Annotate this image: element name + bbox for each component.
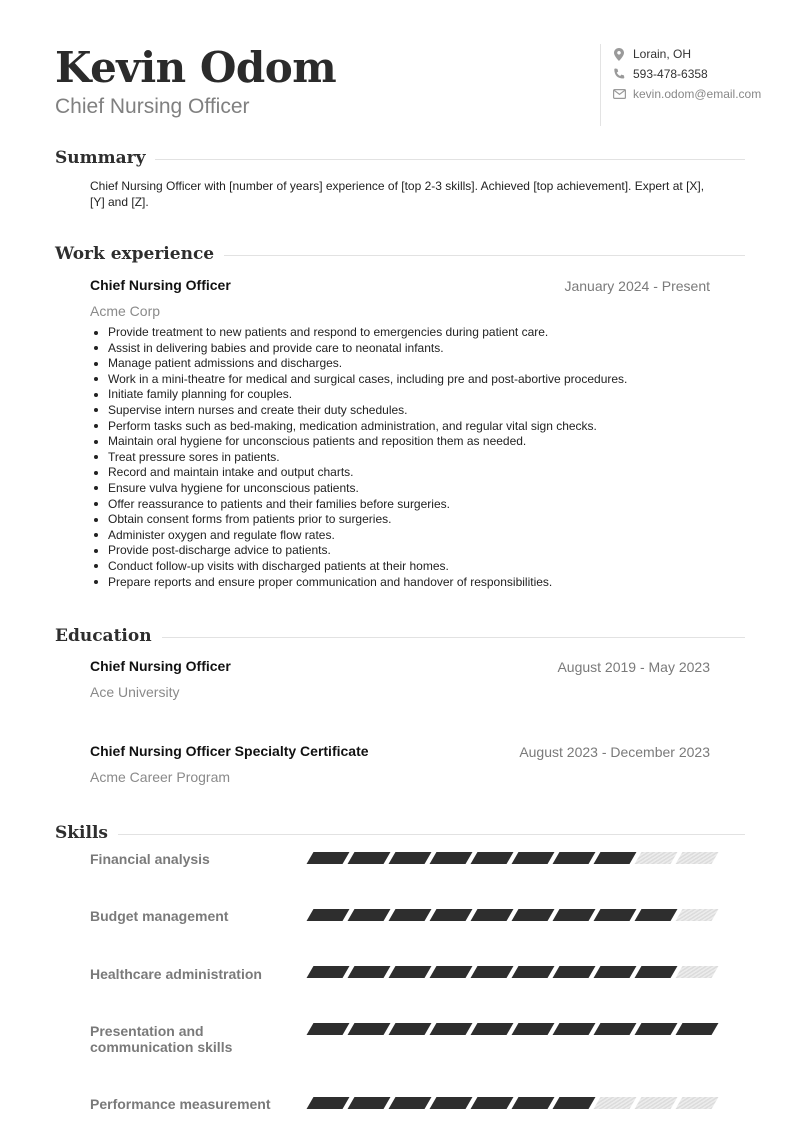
skill-segment-filled <box>553 966 596 978</box>
education-school: Ace University <box>90 684 180 700</box>
skill-segment-filled <box>348 1097 391 1109</box>
skill-segment-empty <box>635 1097 678 1109</box>
skill-segment-filled <box>471 966 514 978</box>
candidate-name: Kevin Odom <box>55 43 337 92</box>
section-title-education: Education <box>55 625 162 647</box>
skill-segment-filled <box>348 966 391 978</box>
skill-segment-filled <box>471 1097 514 1109</box>
skill-segment-filled <box>553 852 596 864</box>
education-degree: Chief Nursing Officer <box>90 658 231 674</box>
skill-segment-filled <box>348 852 391 864</box>
work-company: Acme Corp <box>90 303 161 319</box>
section-divider <box>55 159 745 160</box>
skill-segment-empty <box>676 909 719 921</box>
candidate-title: Chief Nursing Officer <box>55 95 250 118</box>
skill-segment-filled <box>512 852 555 864</box>
skill-segment-filled <box>553 1097 596 1109</box>
skill-segment-filled <box>389 1097 432 1109</box>
skill-segment-filled <box>553 1023 596 1035</box>
skill-segment-filled <box>389 1023 432 1035</box>
list-item: Perform tasks such as bed-making, medication administration, and regular vital sign checks. <box>90 419 720 435</box>
skill-segment-filled <box>389 966 432 978</box>
skill-segment-filled <box>307 909 350 921</box>
skill-name: Healthcare administration <box>90 966 262 982</box>
skill-name: Presentation and communication skills <box>90 1023 233 1055</box>
contact-block <box>600 44 780 126</box>
skill-segment-filled <box>512 1023 555 1035</box>
skill-segment-empty <box>676 1097 719 1109</box>
section-title-work: Work experience <box>55 243 224 265</box>
skill-level-bar <box>306 852 716 864</box>
list-item: Assist in delivering babies and provide care to neonatal infants. <box>90 341 720 357</box>
list-item: Work in a mini-theatre for medical and surgical cases, including pre and post-abortive procedures. <box>90 372 720 388</box>
skill-segment-filled <box>307 1023 350 1035</box>
skill-segment-empty <box>676 966 719 978</box>
skill-segment-filled <box>635 966 678 978</box>
skill-segment-filled <box>471 1023 514 1035</box>
skill-segment-filled <box>430 966 473 978</box>
section-work-header <box>55 243 745 267</box>
envelope-icon <box>611 89 627 99</box>
skill-segment-filled <box>594 852 637 864</box>
skill-segment-filled <box>594 966 637 978</box>
skill-segment-filled <box>553 909 596 921</box>
skill-segment-filled <box>635 1023 678 1035</box>
list-item: Conduct follow-up visits with discharged patients at their homes. <box>90 559 720 575</box>
work-job-title: Chief Nursing Officer <box>90 277 231 293</box>
skill-segment-filled <box>635 909 678 921</box>
skill-segment-filled <box>430 1097 473 1109</box>
skill-segment-filled <box>594 1023 637 1035</box>
skill-segment-filled <box>307 966 350 978</box>
list-item: Supervise intern nurses and create their duty schedules. <box>90 403 720 419</box>
skill-segment-empty <box>635 852 678 864</box>
skill-segment-filled <box>512 966 555 978</box>
contact-phone <box>611 64 780 84</box>
skill-segment-filled <box>594 909 637 921</box>
list-item: Initiate family planning for couples. <box>90 387 720 403</box>
education-dates: August 2019 - May 2023 <box>557 659 710 675</box>
skill-level-bar <box>306 1097 716 1109</box>
section-divider <box>55 834 745 835</box>
phone-icon <box>611 68 627 80</box>
list-item: Manage patient admissions and discharges. <box>90 356 720 372</box>
skill-segment-filled <box>676 1023 719 1035</box>
list-item: Ensure vulva hygiene for unconscious patients. <box>90 481 720 497</box>
map-pin-icon <box>611 48 627 61</box>
list-item: Provide treatment to new patients and respond to emergencies during patient care. <box>90 325 720 341</box>
skill-segment-filled <box>307 852 350 864</box>
skill-segment-filled <box>430 852 473 864</box>
skill-segment-filled <box>307 1097 350 1109</box>
skill-segment-empty <box>594 1097 637 1109</box>
skill-name: Budget management <box>90 908 229 924</box>
work-bullets <box>90 325 720 590</box>
section-summary-header <box>55 147 745 171</box>
skill-segment-filled <box>389 852 432 864</box>
section-title-summary: Summary <box>55 147 155 169</box>
skill-segment-filled <box>512 1097 555 1109</box>
skill-level-bar <box>306 966 716 978</box>
contact-location <box>611 44 780 64</box>
email-link[interactable]: kevin.odom@email.com <box>633 87 762 101</box>
list-item: Record and maintain intake and output charts. <box>90 465 720 481</box>
resume-header <box>0 0 800 140</box>
list-item: Maintain oral hygiene for unconscious patients and reposition them as needed. <box>90 434 720 450</box>
work-dates: January 2024 - Present <box>564 278 710 294</box>
skill-level-bar <box>306 1023 716 1035</box>
list-item: Administer oxygen and regulate flow rates. <box>90 528 720 544</box>
skill-segment-filled <box>348 909 391 921</box>
summary-text: Chief Nursing Officer with [number of years] experience of [top 2-3 skills]. Achieved [top achievement]. Expert at [X], [Y] and [Z]. <box>90 179 705 209</box>
skill-segment-filled <box>348 1023 391 1035</box>
skill-segment-filled <box>471 852 514 864</box>
list-item: Prepare reports and ensure proper communication and handover of responsibilities. <box>90 575 720 591</box>
skill-name: Financial analysis <box>90 851 210 867</box>
skill-segment-filled <box>471 909 514 921</box>
skill-segment-filled <box>389 909 432 921</box>
phone-text: 593-478-6358 <box>633 67 708 81</box>
list-item: Treat pressure sores in patients. <box>90 450 720 466</box>
section-skills-header <box>55 822 745 846</box>
list-item: Obtain consent forms from patients prior to surgeries. <box>90 512 720 528</box>
skill-segment-filled <box>430 1023 473 1035</box>
education-dates: August 2023 - December 2023 <box>519 744 710 760</box>
section-title-skills: Skills <box>55 822 118 844</box>
list-item: Provide post-discharge advice to patients. <box>90 543 720 559</box>
section-education-header <box>55 625 745 649</box>
list-item: Offer reassurance to patients and their families before surgeries. <box>90 497 720 513</box>
skill-segment-empty <box>676 852 719 864</box>
skill-name: Performance measurement <box>90 1096 271 1112</box>
skill-segment-filled <box>512 909 555 921</box>
education-school: Acme Career Program <box>90 769 231 785</box>
education-degree: Chief Nursing Officer Specialty Certificate <box>90 743 369 759</box>
skill-segment-filled <box>430 909 473 921</box>
contact-email <box>611 84 780 104</box>
location-text: Lorain, OH <box>633 47 692 61</box>
skill-level-bar <box>306 909 716 921</box>
